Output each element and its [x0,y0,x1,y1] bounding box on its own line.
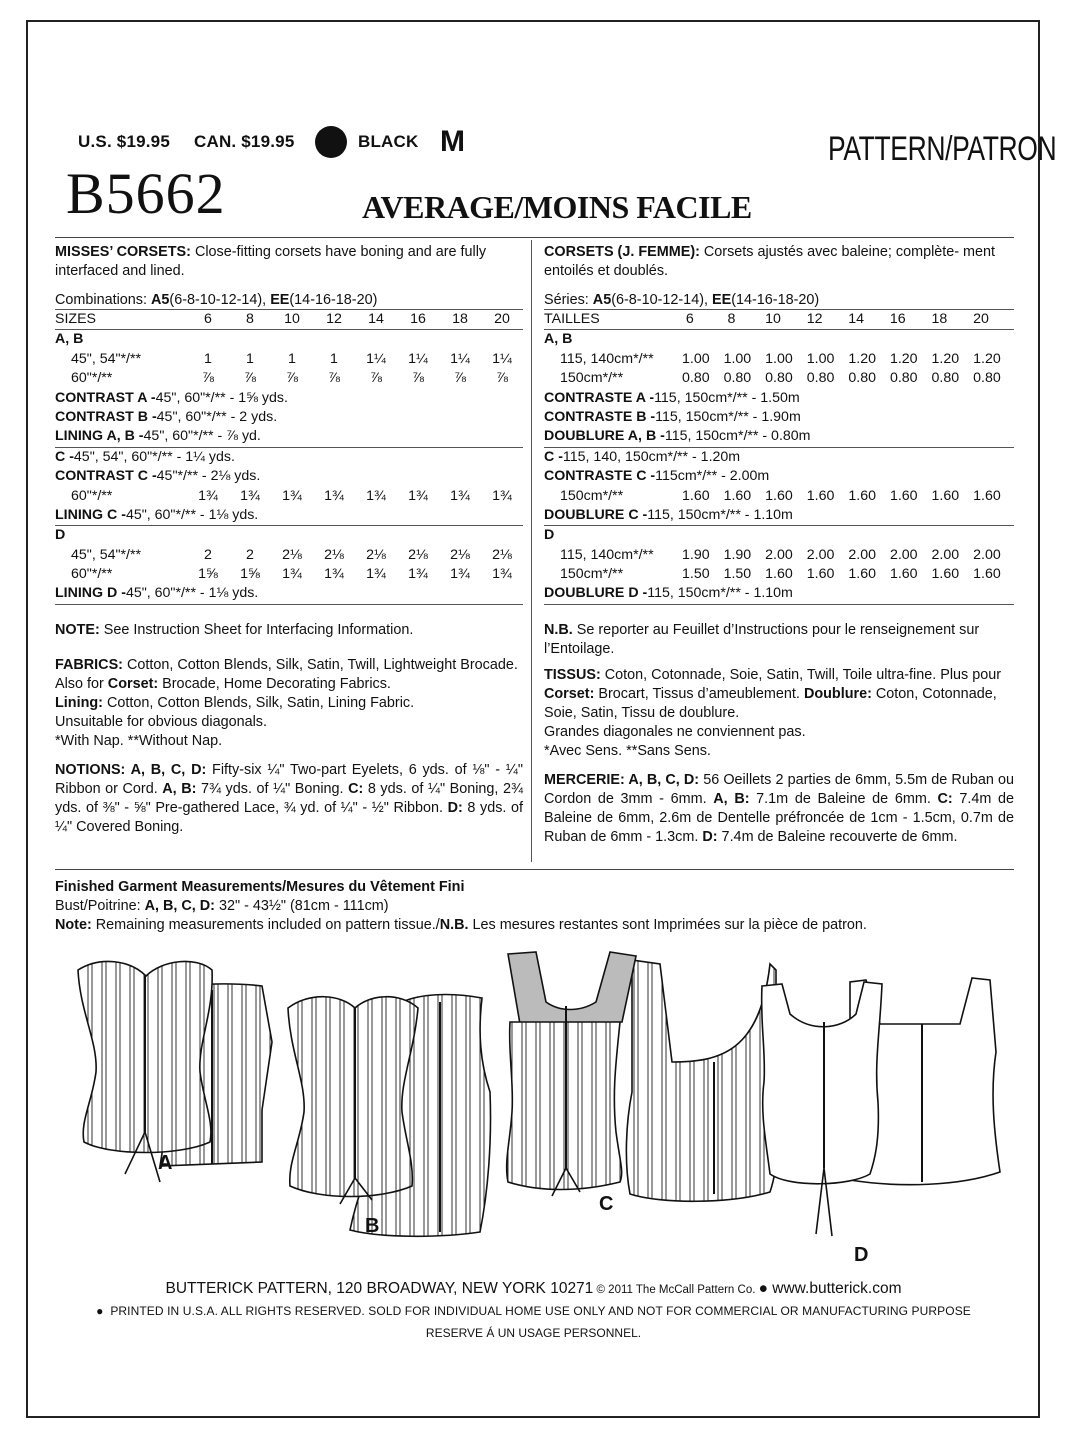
table-cell: 1.60 [889,487,918,504]
table-cell: 1⅝ [240,566,260,583]
bullet-icon: ● [758,1280,768,1297]
table-row: 60"*/** ⅞ ⅞ ⅞ ⅞ ⅞ ⅞ ⅞ ⅞ [55,369,523,388]
table-row: LINING D - 45", 60"*/** - 1⅛ yds. [55,584,523,604]
table-cell: 16 [410,311,426,327]
table-cell: 10 [284,311,300,327]
table-cell: ⅞ [244,370,256,387]
table-cell: 0.80 [806,370,835,387]
table-cell: 1¾ [366,487,386,504]
table-cell: 0.80 [889,370,918,387]
table-cell: ⅞ [286,370,298,387]
table-cell: 14 [368,311,384,327]
table-row: DOUBLURE A, B - 115, 150cm*/** - 0.80m [544,427,1014,447]
table-cell: 1¾ [198,487,218,504]
table-row: DOUBLURE C - 115, 150cm*/** - 1.10m [544,506,1014,526]
table-cell: 2.00 [806,546,835,563]
pattern-number: B5662 [66,161,226,226]
table-row: CONTRAST A - 45", 60"*/** - 1⅝ yds. [55,389,288,406]
table-cell: 1.00 [765,350,793,367]
table-cell: 0.80 [848,370,876,387]
table-cell: 1¾ [366,566,386,583]
table-row: LINING C - 45", 60"*/** - 1⅛ yds. [55,506,523,526]
table-cell: 2⅛ [366,546,386,563]
table-cell: 1 [204,350,212,367]
table-row: 150cm*/** 1.50 1.50 1.60 1.60 1.60 1.60 1.60 1.60 [544,565,1014,584]
table-cell: ⅞ [454,370,466,387]
table-row: DOUBLURE D - 115, 150cm*/** - 1.10m [544,584,1014,604]
table-cell: 2⅛ [450,546,470,563]
table-cell: 1.50 [723,566,752,583]
table-cell: 1¾ [492,487,512,504]
table-cell: 1.20 [889,350,918,367]
table-cell: 2.00 [889,546,918,563]
table-cell: 2 [246,546,254,563]
table-cell: 2⅛ [282,546,302,563]
envelope-color: BLACK [358,132,419,151]
difficulty-label: AVERAGE/MOINS FACILE [362,189,752,225]
english-note: NOTE: See Instruction Sheet for Interfacing Information. [55,621,414,638]
french-nb: N.B. Se reporter au Feuillet d’Instructions pour le renseignement sur l’Entoilage. [544,621,980,657]
english-column [55,243,523,837]
table-cell: 1.90 [681,546,710,563]
table-cell: 18 [931,311,948,327]
table-cell: 10 [765,311,781,327]
table-cell: 18 [452,311,468,327]
french-tissus: TISSUS: Coton, Cotonnade, Soie, Satin, Twill, Toile ultra-fine. Plus pour Corset: Brocart, Tissus d’ameublement. Doublure: Coton, Cotonnade, Soie, Satin, Tissu de doublure. Grandes diagonales ne conviennent pas. *Avec Sens. **Sans Sens. [544,666,1002,759]
english-notions: NOTIONS: A, B, C, D: Fifty-six ¼" Two-part Eyelets, 6 yds. of ⅛" - ¼" Ribbon or Cord. A, B: 7¾ yds. of ¼" Boning. C: 8 yds. of ¼" Boning, 2¾ yds. of ⅜" - ⅝" Pre-gathered Lace, ¾ yd. of ¼" - ½" Ribbon. D: 8 yds. of ¼" Covered Boning. [55,761,523,835]
table-cell: 1.60 [806,566,835,583]
table-row: 150cm*/** 1.60 1.60 1.60 1.60 1.60 1.60 1.60 1.60 [544,487,1014,506]
table-cell: 1.00 [681,350,710,367]
table-cell: 1.00 [723,350,752,367]
table-row: 45", 54"*/** 1 1 1 1 1¼ 1¼ 1¼ 1¼ [55,350,523,369]
view-label-d: D [854,1244,869,1266]
table-cell: 1⅝ [198,566,218,583]
table-cell: 1¾ [324,487,344,504]
table-cell: 1.60 [931,566,960,583]
table-row: 60"*/** 1¾ 1¾ 1¾ 1¾ 1¾ 1¾ 1¾ 1¾ [55,487,523,506]
table-cell: 2.00 [931,546,960,563]
copyright: © 2011 The McCall Pattern Co. [593,1284,759,1296]
table-cell: 1.60 [848,487,876,504]
table-cell: 1 [288,350,296,367]
section-divider [55,869,1014,870]
english-fabrics: FABRICS: Cotton, Cotton Blends, Silk, Satin, Twill, Lightweight Brocade. Also for Corset: Brocade, Home Decorating Fabrics. Lining: Cotton, Cotton Blends, Silk, Satin, Lining Fabric. Unsuitable for obvious diagonals. *With Nap. **Without Nap. [55,656,518,749]
table-cell: 1¼ [492,350,512,367]
column-divider [531,240,532,862]
table-row: 150cm*/** 0.80 0.80 0.80 0.80 0.80 0.80 0.80 0.80 [544,369,1014,388]
color-dot-icon [315,126,347,158]
table-row: 115, 140cm*/** 1.00 1.00 1.00 1.00 1.20 1.20 1.20 1.20 [544,350,1014,369]
view-c-front-illustration [507,952,636,1196]
french-series: Séries: A5(6-8-10-12-14), EE(14-16-18-20) [544,292,820,308]
table-cell: 1¼ [450,350,470,367]
finished-note: Note: Remaining measurements included on pattern tissue./N.B. Les mesures restantes sont Imprimées sur la pièce de patron. [55,917,867,933]
table-cell: ⅞ [202,370,214,387]
table-cell: 1.00 [806,350,835,367]
table-cell: 0.80 [681,370,710,387]
table-row: C - 45", 54", 60"*/** - 1¼ yds. [55,448,235,465]
table-row: A, B [544,331,573,348]
table-cell: 1.20 [973,350,1001,367]
table-row: 115, 140cm*/** 1.90 1.90 2.00 2.00 2.00 2.00 2.00 2.00 [544,546,1014,565]
french-intro: CORSETS (J. FEMME): Corsets ajustés avec baleine; complète- ment entoilés et doublés. [544,244,996,279]
table-cell: 1¾ [492,566,512,583]
table-cell: 1.20 [848,350,876,367]
table-cell: 1.60 [848,566,876,583]
table-cell: ⅞ [370,370,382,387]
website-link[interactable]: www.butterick.com [767,1280,902,1297]
table-row: SIZES 6 8 10 12 14 16 18 20 [55,309,523,330]
table-cell: ⅞ [496,370,508,387]
table-cell: 1¾ [282,487,302,504]
table-cell: 1.60 [973,566,1001,583]
table-cell: 1 [246,350,254,367]
finished-measurements [55,878,867,935]
table-cell: 1.50 [681,566,710,583]
table-cell: 1¼ [366,350,386,367]
table-cell: 1.60 [931,487,960,504]
table-row: C - 115, 140, 150cm*/** - 1.20m [544,448,741,465]
table-cell: 0.80 [931,370,960,387]
table-cell: 1.90 [723,546,752,563]
table-cell: 1.60 [681,487,710,504]
table-cell: 1 [330,350,338,367]
french-mercerie: MERCERIE: A, B, C, D: 56 Oeillets 2 parties de 6mm, 5.5m de Ruban ou Cordon de 3mm - 6mm. A, B: 7.1m de Baleine de 6mm. C: 7.4m de Baleine de 6mm, 2.6m de Dentelle préfroncée de 1cm - 1.5cm, 0.7m de Ruban de 6mm - 1.3cm. D: 7.4m de Baleine recouverte de 6mm. [544,771,1014,845]
table-cell: 2.00 [765,546,793,563]
table-row: 60"*/** 1⅝ 1⅝ 1¾ 1¾ 1¾ 1¾ 1¾ 1¾ [55,565,523,584]
view-b-front-illustration [288,997,418,1204]
finished-title: Finished Garment Measurements/Mesures du Vêtement Fini [55,879,465,895]
view-label-c: C [599,1193,614,1215]
table-row: CONTRASTE B - 115, 150cm*/** - 1.90m [544,408,801,425]
footer-rights: ● PRINTED IN U.S.A. ALL RIGHTS RESERVED. SOLD FOR INDIVIDUAL HOME USE ONLY AND NOT FOR COMMERCIAL OR MANUFACTURING PURPOSE [96,1304,971,1318]
english-yardage-table [55,309,523,605]
table-cell: 1¾ [450,566,470,583]
table-cell: 12 [806,311,823,327]
table-cell: 20 [494,311,510,327]
table-cell: 1.60 [765,566,793,583]
table-row: 45", 54"*/** 2 2 2⅛ 2⅛ 2⅛ 2⅛ 2⅛ 2⅛ [55,546,523,565]
pattern-label: PATTERN/PATRON [828,130,1057,168]
table-row: CONTRASTE C - 115cm*/** - 2.00m [544,468,770,485]
table-cell: 1¾ [240,487,260,504]
view-d-front-illustration [762,982,882,1236]
table-cell: 16 [889,311,906,327]
table-row: TAILLES 6 8 10 12 14 16 18 20 [544,309,1014,330]
view-label-a: A [158,1152,173,1174]
english-intro: MISSES’ CORSETS: Close-fitting corsets have boning and are fully interfaced and lined. [55,244,487,279]
company-address: BUTTERICK PATTERN, 120 BROADWAY, NEW YORK 10271 [165,1280,594,1297]
table-cell: 6 [204,311,212,327]
table-row: CONTRAST C - 45"*/** - 2⅛ yds. [55,468,261,485]
view-illustrations [0,942,1067,1272]
table-row: D [544,527,555,544]
table-cell: 0.80 [765,370,793,387]
table-row: D [55,527,66,544]
french-yardage-table [544,309,1014,605]
table-cell: 1.60 [806,487,835,504]
table-cell: 0.80 [973,370,1001,387]
bullet-icon: ● [96,1304,111,1318]
table-cell: ⅞ [412,370,424,387]
table-cell: 14 [848,311,865,327]
table-cell: 1.60 [723,487,752,504]
table-cell: 1¾ [450,487,470,504]
table-cell: 2⅛ [492,546,512,563]
table-cell: 2.00 [848,546,876,563]
table-cell: 1¾ [282,566,302,583]
table-row: LINING A, B - 45", 60"*/** - ⅞ yd. [55,427,523,447]
footer-company-line [0,1280,1067,1298]
table-row: A, B [55,331,84,348]
table-cell: 1¾ [408,487,428,504]
price-us: U.S. $19.95 [78,132,170,151]
table-cell: 1¼ [408,350,428,367]
price-can: CAN. $19.95 [194,132,295,151]
table-row: CONTRAST B - 45", 60"*/** - 2 yds. [55,408,278,425]
size-cells [187,310,523,329]
table-cell: 12 [326,311,342,327]
size-range-letter: M [440,125,465,158]
table-cell: 8 [246,311,254,327]
bust-measurement: Bust/Poitrine: A, B, C, D: 32" - 43½" (81cm - 111cm) [55,898,389,914]
header-divider [55,237,1014,238]
table-cell: 20 [973,311,989,327]
table-row: CONTRASTE A - 115, 150cm*/** - 1.50m [544,389,800,406]
table-cell: 0.80 [723,370,752,387]
table-cell: 1.60 [765,487,793,504]
view-c-back-illustration [626,960,778,1201]
table-cell: 2⅛ [324,546,344,563]
table-cell: 2 [204,546,212,563]
table-cell: 1¾ [408,566,428,583]
view-label-b: B [365,1215,380,1237]
table-cell: 1.60 [973,487,1001,504]
table-cell: 8 [727,311,736,327]
table-cell: 2⅛ [408,546,428,563]
table-cell: 1¾ [324,566,344,583]
french-column [544,243,1014,847]
table-cell: 1.20 [931,350,960,367]
table-cell: 6 [685,311,694,327]
english-combinations: Combinations: A5(6-8-10-12-14), EE(14-16-18-20) [55,292,378,308]
footer-rights-french: RESERVE Á UN USAGE PERSONNEL. [425,1326,642,1340]
table-cell: 2.00 [973,546,1001,563]
table-cell: ⅞ [328,370,340,387]
table-cell: 1.60 [889,566,918,583]
